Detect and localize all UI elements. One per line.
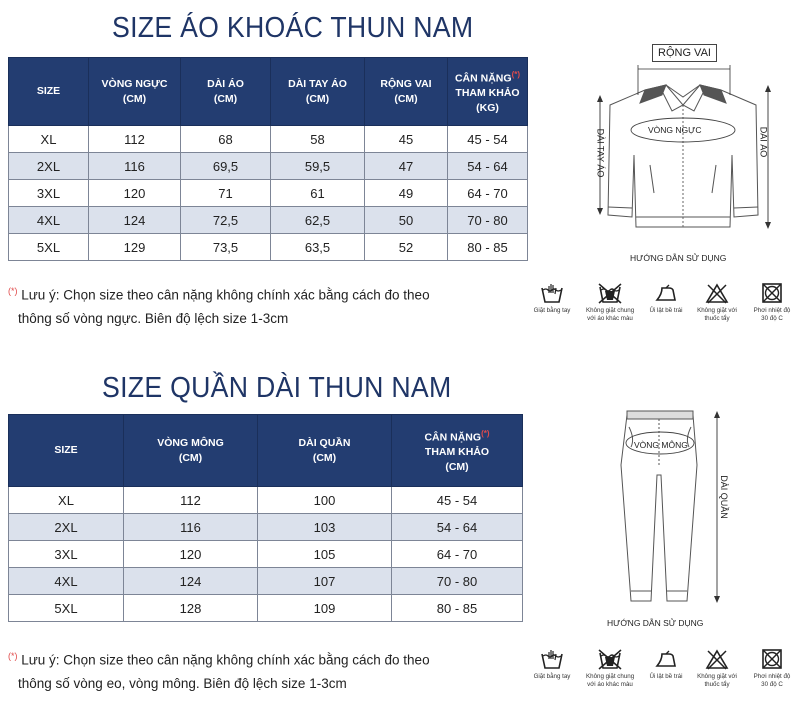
care-label (748, 307, 796, 323)
table-row (9, 541, 523, 568)
pants-illustration (605, 405, 735, 615)
value-cell: 80 - 85 (392, 595, 523, 622)
size-cell: 2XL (9, 153, 89, 180)
value-cell: 112 (89, 126, 181, 153)
pants-drawing (605, 405, 735, 615)
value-cell: 71 (181, 180, 271, 207)
no-mixed-wash-icon (586, 282, 634, 304)
care-instruction (748, 282, 796, 323)
size-cell: 5XL (9, 595, 124, 622)
header-cell (124, 415, 258, 487)
header-text: THAM KHẢO (455, 87, 520, 100)
note-line-2: thông số vòng ngực. Biên độ lệch size 1-3cm (18, 310, 289, 326)
value-cell: 103 (258, 514, 392, 541)
care-instruction (528, 282, 576, 315)
value-cell: 45 - 54 (392, 487, 523, 514)
note-line-1: Lưu ý: Chọn size theo cân nặng không chính xác bằng cách đo theo (17, 287, 430, 303)
care-label (586, 307, 634, 323)
jacket-note (8, 280, 430, 330)
header-asterisk: (*) (481, 428, 490, 438)
value-cell: 61 (271, 180, 365, 207)
table-row (9, 568, 523, 595)
note-line-2: thông số vòng eo, vòng mông. Biên độ lệch size 1-3cm (18, 675, 347, 691)
care-instruction (693, 282, 741, 323)
header-text: (CM) (312, 451, 337, 464)
care-label-line: Phơi nhiệt độ (753, 673, 791, 680)
hip-label: VÒNG MÔNG (634, 440, 688, 450)
no-bleach-icon (693, 282, 741, 304)
care-label-line: thuốc tẩy (704, 315, 730, 322)
header-text: (CM) (394, 92, 418, 105)
value-cell: 128 (124, 595, 258, 622)
header-text: VÒNG NGỰC (101, 77, 168, 90)
care-label-line: với áo khác màu (587, 315, 633, 322)
value-cell: 105 (258, 541, 392, 568)
care-instruction (748, 648, 796, 689)
care-label (693, 673, 741, 689)
dry-30c-icon (748, 282, 796, 304)
size-cell: 2XL (9, 514, 124, 541)
value-cell: 120 (89, 180, 181, 207)
no-bleach-icon (693, 648, 741, 670)
care-label-line: Không giặt chung (586, 673, 635, 680)
care-instruction (586, 648, 634, 689)
header-text: THAM KHẢO (424, 446, 490, 459)
note-line-1: Lưu ý: Chọn size theo cân nặng không chính xác bằng cách đo theo (17, 652, 430, 668)
size-cell: 5XL (9, 234, 89, 261)
care-label-line: 30 độ C (761, 681, 783, 688)
table-row (9, 126, 528, 153)
jacket-title: SIZE ÁO KHOÁC THUN NAM (112, 12, 474, 44)
value-cell: 116 (89, 153, 181, 180)
care-label-line: với áo khác màu (587, 681, 633, 688)
header-text: (CM) (178, 451, 203, 464)
header-text: DÀI ÁO (207, 77, 244, 90)
size-cell: 4XL (9, 568, 124, 595)
value-cell: 124 (124, 568, 258, 595)
shoulder-label: RỘNG VAI (652, 44, 717, 62)
care-label (528, 673, 576, 681)
jacket-usage-caption: HƯỚNG DẪN SỬ DỤNG (630, 253, 727, 263)
table-row (9, 153, 528, 180)
header-cell (271, 58, 365, 126)
hand-wash-icon (528, 282, 576, 304)
table-row (9, 514, 523, 541)
hand-wash-icon (528, 648, 576, 670)
table-row (9, 234, 528, 261)
value-cell: 100 (258, 487, 392, 514)
header-text: RỘNG VAI (380, 77, 432, 90)
value-cell: 72,5 (181, 207, 271, 234)
chest-label: VÒNG NGỰC (648, 125, 702, 135)
care-label-line: 30 độ C (761, 315, 783, 322)
header-cell (181, 58, 271, 126)
value-cell: 73,5 (181, 234, 271, 261)
header-text: CÂN NẶNG (424, 431, 482, 444)
header-text: SIZE (54, 444, 78, 456)
value-cell: 58 (271, 126, 365, 153)
note-asterisk: (*) (8, 286, 18, 296)
header-text: (CM) (213, 92, 238, 105)
care-instruction (693, 648, 741, 689)
note-asterisk: (*) (8, 651, 18, 661)
header-text: (KG) (476, 102, 499, 115)
header-text: VÒNG MÔNG (157, 436, 224, 449)
care-label-line: Giặt bằng tay (533, 673, 571, 680)
header-text: SIZE (36, 85, 61, 97)
header-text: DÀI TAY ÁO (288, 77, 347, 90)
value-cell: 45 - 54 (448, 126, 528, 153)
care-label-line: thuốc tẩy (704, 681, 730, 688)
value-cell: 129 (89, 234, 181, 261)
value-cell: 54 - 64 (392, 514, 523, 541)
care-label (586, 673, 634, 689)
care-label-line: Phơi nhiệt độ (753, 307, 791, 314)
value-cell: 45 (365, 126, 448, 153)
care-instruction (586, 282, 634, 323)
header-text: (CM) (122, 92, 147, 105)
value-cell: 52 (365, 234, 448, 261)
header-text: CÂN NẶNG (454, 72, 512, 85)
value-cell: 120 (124, 541, 258, 568)
care-label (693, 307, 741, 323)
table-row (9, 180, 528, 207)
size-cell: XL (9, 487, 124, 514)
table-row (9, 595, 523, 622)
size-cell: 3XL (9, 541, 124, 568)
header-cell (9, 415, 124, 487)
value-cell: 124 (89, 207, 181, 234)
value-cell: 80 - 85 (448, 234, 528, 261)
care-label (528, 307, 576, 315)
header-cell (448, 58, 528, 126)
value-cell: 70 - 80 (392, 568, 523, 595)
value-cell: 116 (124, 514, 258, 541)
value-cell: 70 - 80 (448, 207, 528, 234)
table-row (9, 207, 528, 234)
header-cell (392, 415, 523, 487)
header-cell (365, 58, 448, 126)
value-cell: 68 (181, 126, 271, 153)
care-instruction (642, 282, 690, 315)
care-label (748, 673, 796, 689)
value-cell: 64 - 70 (392, 541, 523, 568)
dry-30c-icon (748, 648, 796, 670)
header-asterisk: (*) (511, 69, 521, 79)
table-row (9, 487, 523, 514)
header-text: (CM) (445, 461, 469, 474)
value-cell: 54 - 64 (448, 153, 528, 180)
care-instruction (642, 648, 690, 681)
care-label-line: Ủi lật bề trái (649, 307, 683, 314)
iron-reverse-icon (642, 282, 690, 304)
pants-usage-caption: HƯỚNG DẪN SỬ DỤNG (607, 618, 704, 628)
value-cell: 50 (365, 207, 448, 234)
value-cell: 63,5 (271, 234, 365, 261)
pants-size-table (8, 414, 523, 622)
header-text: DÀI QUẦN (298, 436, 351, 449)
header-cell (258, 415, 392, 487)
care-label (642, 673, 690, 681)
header-cell (89, 58, 181, 126)
pants-title: SIZE QUẦN DÀI THUN NAM (102, 372, 452, 404)
value-cell: 62,5 (271, 207, 365, 234)
value-cell: 69,5 (181, 153, 271, 180)
size-cell: XL (9, 126, 89, 153)
header-cell (9, 58, 89, 126)
care-label-line: Không giặt chung (586, 307, 635, 314)
pants-length-label: DÀI QUẦN (718, 475, 729, 519)
pants-note (8, 645, 430, 695)
value-cell: 107 (258, 568, 392, 595)
care-instruction (528, 648, 576, 681)
iron-reverse-icon (642, 648, 690, 670)
value-cell: 112 (124, 487, 258, 514)
value-cell: 109 (258, 595, 392, 622)
care-label-line: Ủi lật bề trái (649, 673, 683, 680)
size-cell: 4XL (9, 207, 89, 234)
size-cell: 3XL (9, 180, 89, 207)
value-cell: 59,5 (271, 153, 365, 180)
value-cell: 47 (365, 153, 448, 180)
value-cell: 64 - 70 (448, 180, 528, 207)
header-text: (CM) (305, 92, 330, 105)
care-label-line: Không giặt với (697, 673, 737, 680)
value-cell: 49 (365, 180, 448, 207)
care-label-line: Không giặt với (697, 307, 737, 314)
care-label-line: Giặt bằng tay (533, 307, 571, 314)
no-mixed-wash-icon (586, 648, 634, 670)
jacket-size-table (8, 57, 528, 261)
jacket-length-label: DÀI ÁO (758, 126, 769, 158)
sleeve-length-label: DÀI TAY ÁO (595, 128, 606, 178)
care-label (642, 307, 690, 315)
